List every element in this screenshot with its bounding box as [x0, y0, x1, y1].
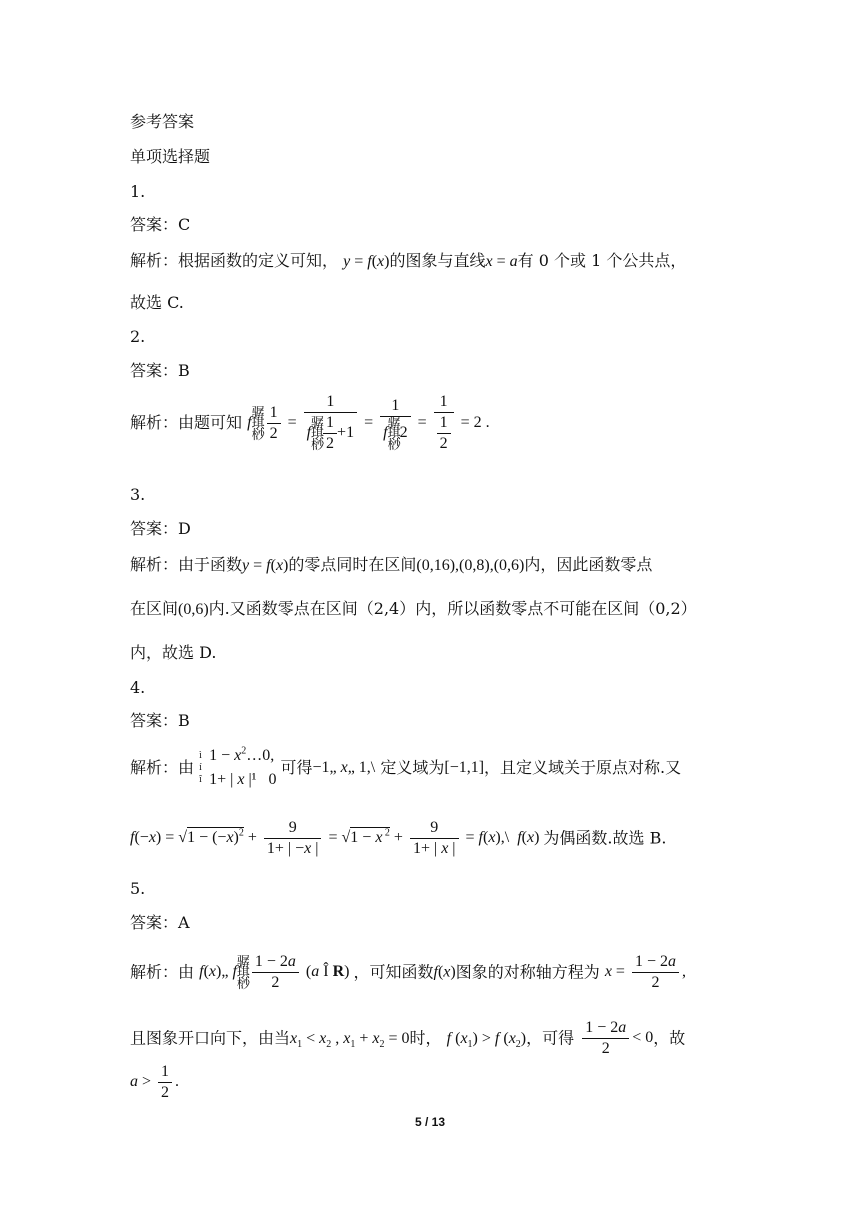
q4-formula-range: −1„ x„ 1,\ — [312, 759, 376, 776]
page-number: 5 / 13 — [414, 1115, 446, 1129]
q5-formula-vars: $x_1 < x_2$ , $x_1 + x_2 = 0$ — [290, 1029, 410, 1050]
q3-answer: 答案：D — [130, 519, 191, 538]
q1-answer: 答案：C — [130, 215, 191, 234]
q4-analysis-text: 定义域为 — [380, 758, 445, 777]
q3-analysis-text: 在区间 — [130, 599, 179, 618]
q5-analysis-text: 图象的对称轴方程为 — [455, 962, 600, 982]
q5-analysis-text: ，故 — [653, 1028, 686, 1048]
q4-analysis-line2 — [130, 818, 666, 859]
q1-analysis-line2: 故选 C. — [130, 293, 184, 312]
q2-formula: f骣 琪 桫 $\frac{1}{2}$ = 1 f骣 琪 桫 $\frac{1}{2}$ +1 = 1 f骣 琪 桫2 = $\frac{1}{\frac{1}{2}}$ = 2 . — [247, 393, 490, 452]
q2-answer: 答案：B — [130, 361, 190, 380]
q3-analysis-line3: 内，故选 D. — [130, 643, 217, 662]
q5-analysis-line3 — [130, 1062, 179, 1103]
q4-analysis-text: 为偶函数.故选 B. — [543, 828, 667, 848]
q5-formula-condition: f(x)„ f骣 琪 桫 $\frac{1 - 2a}{2}$ (a Î R) — [199, 953, 354, 991]
q3-formula-intervals: (0,16),(0,8),(0,6) — [416, 557, 525, 574]
q5-analysis-text: 解析：由 — [130, 962, 195, 982]
q5-analysis-text: ，可得 — [526, 1028, 575, 1048]
q3-analysis-line1 — [130, 555, 652, 576]
q2-analysis-text: 解析：由题可知 — [130, 413, 243, 432]
q4-analysis-text: 解析：由 — [130, 758, 195, 777]
q5-analysis-line1 — [130, 952, 686, 993]
q1-analysis-text: 有 0 个或 1 个公共点， — [517, 251, 687, 270]
q4-formula-domain: [−1,1] — [444, 759, 485, 776]
q2-analysis — [130, 392, 490, 454]
q4-answer: 答案：B — [130, 711, 190, 730]
q1-number: 1. — [130, 182, 146, 201]
q5-formula-axis: x = $\frac{1 - 2a}{2}$ , — [604, 953, 686, 991]
q3-analysis-text: 的零点同时在区间 — [288, 555, 417, 574]
q3-analysis-text: 解析：由于函数 — [130, 555, 243, 574]
q5-analysis-text: 时， — [409, 1028, 442, 1048]
q4-analysis-text: ，且定义域关于原点对称.又 — [484, 758, 682, 777]
q5-formula-result: a > $\frac{1}{2}$ . — [130, 1063, 180, 1101]
answer-key-title: 参考答案 — [130, 112, 195, 131]
q4-analysis-line1 — [130, 744, 681, 792]
q3-analysis-text: 内，因此函数零点 — [524, 555, 653, 574]
q3-formula-function: y = f(x) — [242, 557, 289, 574]
q4-number: 4. — [130, 678, 146, 697]
q1-analysis-text: 的图象与直线 — [389, 251, 486, 270]
q5-analysis-line2 — [130, 1018, 685, 1059]
q1-analysis-line1 — [130, 251, 686, 272]
q5-answer: 答案：A — [130, 913, 190, 932]
q4-formula-system: ì í î $1 - x^2\dots 0$, 1+ | x |¹ 0 — [199, 745, 277, 788]
q5-analysis-text: 且图象开口向下，由当 — [130, 1028, 291, 1048]
q4-analysis-text: 可得 — [280, 758, 313, 777]
q3-analysis-line2 — [130, 599, 697, 620]
q5-analysis-text: ，可知函数 — [353, 962, 434, 982]
q4-formula-even: $f(-x) = √1 - (-x)^2$ + $\frac{9}{1+ | -x |}$ = √1 − x $^2$ + $\frac{9}{1+ | x |}$ = f(x),\ f(x) — [130, 819, 544, 857]
section-heading: 单项选择题 — [130, 147, 211, 166]
q5-formula-ineq: $\frac{1 - 2a}{2}$ < 0 — [579, 1029, 653, 1046]
q2-number: 2. — [130, 327, 146, 346]
q5-formula-fx: f(x) — [433, 963, 456, 981]
q1-formula-line: x = a — [485, 253, 518, 270]
q1-analysis-text: 解析：根据函数的定义可知， — [130, 251, 339, 270]
q3-analysis-text: 内.又函数零点在区间（2,4）内，所以函数零点不可能在区间（0,2） — [208, 599, 697, 618]
q1-formula-function: y = f(x) — [343, 253, 390, 270]
q3-formula-interval: (0,6) — [178, 601, 209, 618]
q5-number: 5. — [130, 879, 146, 898]
q3-number: 3. — [130, 485, 146, 504]
q5-formula-compare: f $(x_1) > f$ $(x_2)$ — [446, 1029, 527, 1050]
